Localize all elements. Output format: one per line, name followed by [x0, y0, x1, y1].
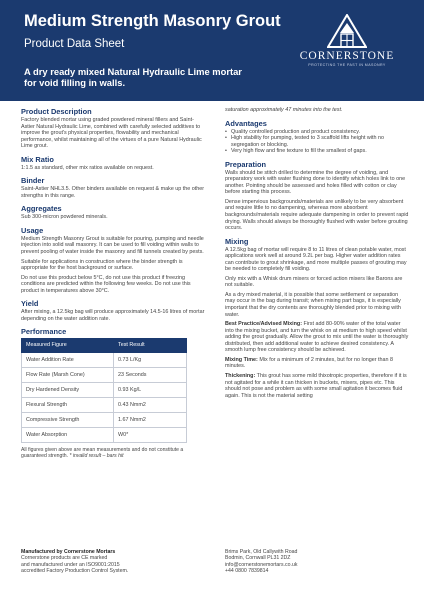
inline-text: This grout has some mild thixotropic properties, therefore if it is not agitated for a while it can thicken in buckets, mixers, pipes etc. This should not pose and problem as with some small agitation it becomes fluid again. This is not the material setting: [225, 372, 407, 399]
preparation-text: Dense impervious backgrounds/materials are unlikely to be very absorbent and require little to no dampening, whereas more absorbent backgrounds/materials require adequate dampening in order to prevent rapid drying. Walls should always be thoroughly flushed with water before grouting occurs.: [225, 198, 409, 232]
column-header: Test Result: [114, 339, 187, 353]
performance-table: [21, 338, 187, 443]
footer-manufacturer: [21, 549, 211, 575]
performance-note-main: All figures given above are mean measurements and do not constitute a guaranteed strength.: [21, 446, 184, 460]
table-cell-figure: Flow Rate (Marsh Cone): [22, 367, 114, 382]
usage-text: Medium Strength Masonry Grout is suitable for pouring, pumping and needle injection into solid wall masonry. It can be used to fill voiding within walls to prevent pooling of water inside the masonry and fill tunnels created by pests.: [21, 235, 204, 256]
inline-text: Mix for a minimum of 2 minutes, but for no longer than 8 minutes.: [225, 356, 393, 370]
table-cell-result: 1.67 Nmm2: [114, 412, 187, 427]
section-heading: Mixing: [225, 236, 249, 246]
inline-label: Mixing Time:: [225, 356, 258, 363]
mix-ratio-text: 1:1.5 as standard, other mix ratios available on request.: [21, 164, 154, 171]
mixing-time: [225, 357, 409, 370]
list-item: • Quality controlled production and product consistency.: [225, 129, 409, 136]
table-cell-figure: Water Absorption: [22, 427, 114, 442]
preparation-text: Walls should be stitch drilled to determine the degree of voiding, and preparatory work with water flushing done to identify which holes link to one another. Pointing should be assessed and holes filled with cotton or clay before starting this process.: [225, 169, 406, 196]
list-item: • Very high flow and fine texture to fill the smallest of gaps.: [225, 148, 409, 155]
footer-contact: [225, 549, 405, 575]
usage-text: Suitable for applications in construction where the binder strength is appropriate for the host background or surface.: [21, 258, 183, 272]
section-heading: Aggregates: [21, 204, 62, 214]
table-row: [22, 382, 187, 397]
footer-line: and manufactured under an ISO9001:2015: [21, 561, 120, 568]
table-header-row: [22, 339, 187, 353]
continued-text: saturation approximately 47 minutes into the test.: [225, 107, 343, 113]
footer-address: Bodmin, Cornwall PL31 2DZ: [225, 555, 291, 562]
table-row: [22, 352, 187, 367]
header-banner: [0, 0, 424, 101]
cornerstone-emblem-icon: [327, 14, 367, 48]
footer-phone: +44 0800 7839814: [225, 568, 269, 575]
section-heading: Performance: [21, 327, 67, 337]
table-row: [22, 412, 187, 427]
advantages-list: [225, 129, 409, 155]
brand-tagline: PROTECTING THE PAST IN MASONRY: [308, 63, 386, 67]
mixing-best-practice: [225, 321, 409, 354]
section-heading: Usage: [21, 225, 44, 235]
footer-email-link[interactable]: info@cornerstonemortars.co.uk: [225, 561, 298, 568]
mixing-text: Only mix with a Whisk drum mixers or forced action mixers like Barons are not suitable.: [225, 275, 403, 289]
section-heading: Preparation: [225, 159, 267, 169]
column-header: Measured Figure: [22, 339, 114, 353]
section-heading: Yield: [21, 299, 39, 309]
table-cell-result: 23 Seconds: [114, 367, 187, 382]
product-tagline: A dry ready mixed Natural Hydraulic Lime mortar for void filling in walls.: [24, 66, 242, 88]
yield-text: After mixing, a 12.5kg bag will produce approximately 14.5-16 litres of mortar depending on the water addition rate.: [21, 309, 205, 322]
table-cell-figure: Water Addition Rate: [22, 352, 114, 367]
footer-company: Manufactured by Cornerstone Mortars: [21, 549, 116, 555]
inline-label: Best Practice/Advised Mixing:: [225, 321, 302, 328]
aggregates-text: Sub 300-micron powdered minerals.: [21, 214, 108, 221]
table-cell-result: 0.43 Nmm2: [114, 397, 187, 412]
brand-name: CORNERSTONE: [299, 50, 395, 62]
table-cell-figure: Compressive Strength: [22, 412, 114, 427]
left-column: [21, 101, 205, 462]
binder-text: Saint-Astier NHL3.5. Other binders available on request & make up the other strengths in this range.: [21, 186, 205, 199]
performance-note: [21, 447, 205, 459]
inline-label: Thickening:: [225, 372, 256, 379]
footer-line: accredited Factory Production Control System.: [21, 568, 129, 575]
right-column: [225, 101, 409, 402]
page-title: Medium Strength Masonry Grout: [24, 12, 281, 30]
list-item: • High stability for pumping, tested to 3 scaffold lifts height with no segregation or blocking.: [225, 135, 409, 148]
section-heading: Advantages: [225, 118, 267, 128]
table-cell-result: 0.73 L/Kg: [114, 352, 187, 367]
table-row: [22, 367, 187, 382]
brand-logo: [288, 14, 406, 72]
usage-text: Do not use this product below 5°C, do not use this product if freezing conditions are predicted within the following few weeks. Do not use this product in temperatures above 30°C.: [21, 274, 191, 294]
section-heading: Mix Ratio: [21, 154, 54, 164]
table-row: [22, 397, 187, 412]
table-cell-result: W0*: [114, 427, 187, 442]
page-subtitle: Product Data Sheet: [24, 38, 125, 50]
footer-line: Cornerstone products are CE marked: [21, 555, 108, 562]
mixing-thickening: [225, 373, 409, 399]
footer-address: Brims Park, Old Callywith Road: [225, 549, 298, 555]
mixing-text: A 12.5kg bag of mortar will require 8 to 11 litres of clean potable water, most applications work well at around 9.2L per bag. Higher water addition rates can contribute to grout shrinkage, and more multiple passes of grouting may be needed to completely fill voiding.: [225, 246, 407, 273]
section-heading: Product Description: [21, 107, 92, 116]
performance-note-footnote: * invalid result – bars hit: [69, 453, 124, 460]
product-description-text: Factory blended mortar using graded powdered mineral fillers and Saint-Astier Natural Hydraulic Lime, combined with carefully selected additives to improve the grout's physical properties, flowability and mechanical performance, whilst maintaining all of the virtues of a pure Natural Hydraulic Lime grout.: [21, 117, 202, 150]
table-row: [22, 427, 187, 442]
table-cell-figure: Flexural Strength: [22, 397, 114, 412]
mixing-text: As a dry mixed material, it is possible that some settlement or separation may occur in the bag during transit; when mixing part bags, it is especially important that the dry contents are thoroughly blended prior to mixing with water.: [225, 291, 401, 318]
inline-text: First add 80-90% water of the total water into the mixing bucket, and turn the whisk on at medium to high speed whilst adding the grout gradually. Allow the grout to mix until the water is thoroughly distributed, then add additional water to achieve desired consistency. A smooth lump free consistency should be achieved.: [225, 321, 409, 354]
table-cell-figure: Dry Hardened Density: [22, 382, 114, 397]
table-cell-result: 0.93 Kg/L: [114, 382, 187, 397]
section-heading: Binder: [21, 176, 45, 186]
